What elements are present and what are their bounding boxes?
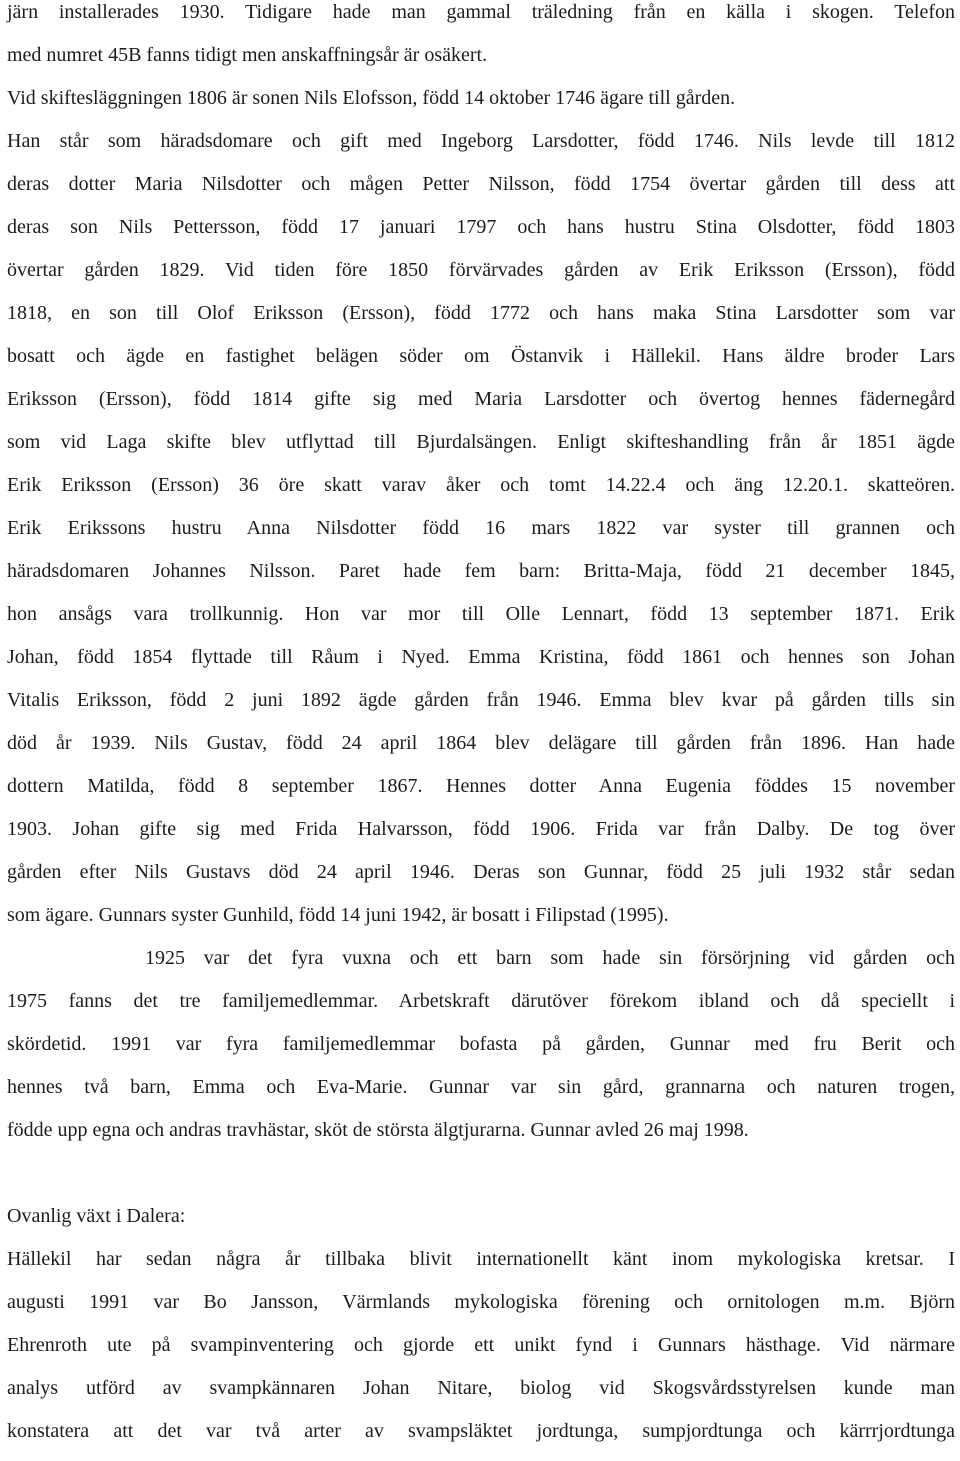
text-line: Eriksson (Ersson), född 1814 gifte sig med Maria Larsdotter och övertog hennes fädernegård [7, 388, 955, 410]
text-line: Erik Eriksson (Ersson) 36 öre skatt varav åker och tomt 14.22.4 och äng 12.20.1. skatteören. [7, 474, 955, 496]
text-line: konstatera att det var två arter av svampsläktet jordtunga, sumpjordtunga och kärrrjordtunga [7, 1420, 955, 1442]
text-line: deras son Nils Pettersson, född 17 januari 1797 och hans hustru Stina Olsdotter, född 1803 [7, 216, 955, 238]
text-line: Ehrenroth ute på svampinventering och gjorde ett unikt fynd i Gunnars hästhage. Vid närmare [7, 1334, 955, 1356]
section-heading: Ovanlig växt i Dalera: [7, 1205, 186, 1227]
text-line: skördetid. 1991 var fyra familjemedlemmar bofasta på gården, Gunnar med fru Berit och [7, 1033, 955, 1055]
text-line: som ägare. Gunnars syster Gunhild, född 14 juni 1942, är bosatt i Filipstad (1995). [7, 904, 669, 926]
text-line: häradsdomaren Johannes Nilsson. Paret hade fem barn: Britta-Maja, född 21 december 1845, [7, 560, 955, 582]
text-line: dottern Matilda, född 8 september 1867. Hennes dotter Anna Eugenia föddes 15 november [7, 775, 955, 797]
text-line: Johan, född 1854 flyttade till Råum i Nyed. Emma Kristina, född 1861 och hennes son Johan [7, 646, 955, 668]
text-line: med numret 45B fanns tidigt men anskaffningsår är osäkert. [7, 44, 488, 66]
text-line: bosatt och ägde en fastighet belägen söder om Östanvik i Hällekil. Hans äldre broder Lars [7, 345, 955, 367]
text-line: hon ansågs vara trollkunnig. Hon var mor till Olle Lennart, född 13 september 1871. Erik [7, 603, 955, 625]
text-line: övertar gården 1829. Vid tiden före 1850 förvärvades gården av Erik Eriksson (Ersson), född [7, 259, 955, 281]
text-line: deras dotter Maria Nilsdotter och mågen Petter Nilsson, född 1754 övertar gården till dess att [7, 173, 955, 195]
text-line: gården efter Nils Gustavs död 24 april 1946. Deras son Gunnar, född 25 juli 1932 står sedan [7, 861, 955, 883]
text-line: järn installerades 1930. Tidigare hade man gammal träledning från en källa i skogen. Telefon [7, 1, 955, 23]
text-line: Hällekil har sedan några år tillbaka blivit internationellt känt inom mykologiska kretsar. I [7, 1248, 955, 1270]
text-line: som vid Laga skifte blev utflyttad till Bjurdalsängen. Enligt skifteshandling från år 1851 ägde [7, 431, 955, 453]
text-line: Erik Erikssons hustru Anna Nilsdotter född 16 mars 1822 var syster till grannen och [7, 517, 955, 539]
text-line: 1818, en son till Olof Eriksson (Ersson), född 1772 och hans maka Stina Larsdotter som var [7, 302, 955, 324]
text-line: hennes två barn, Emma och Eva-Marie. Gunnar var sin gård, grannarna och naturen trogen, [7, 1076, 955, 1098]
text-line: födde upp egna och andras travhästar, sköt de största älgtjurarna. Gunnar avled 26 maj 1998. [7, 1119, 749, 1141]
text-line: 1975 fanns det tre familjemedlemmar. Arbetskraft därutöver förekom ibland och då speciellt i [7, 990, 955, 1012]
text-line: Vid skiftesläggningen 1806 är sonen Nils Elofsson, född 14 oktober 1746 ägare till gården. [7, 87, 736, 109]
text-line: augusti 1991 var Bo Jansson, Värmlands mykologiska förening och ornitologen m.m. Björn [7, 1291, 955, 1313]
text-line: 1903. Johan gifte sig med Frida Halvarsson, född 1906. Frida var från Dalby. De tog över [7, 818, 955, 840]
text-line: död år 1939. Nils Gustav, född 24 april 1864 blev delägare till gården från 1896. Han hade [7, 732, 955, 754]
text-line: Han står som häradsdomare och gift med Ingeborg Larsdotter, född 1746. Nils levde till 1812 [7, 130, 955, 152]
paragraph-first-line: 1925 var det fyra vuxna och ett barn som hade sin försörjning vid gården och [145, 947, 955, 969]
text-line: analys utförd av svampkännaren Johan Nitare, biolog vid Skogsvårdsstyrelsen kunde man [7, 1377, 955, 1399]
text-line: Vitalis Eriksson, född 2 juni 1892 ägde gården från 1946. Emma blev kvar på gården tills sin [7, 689, 955, 711]
